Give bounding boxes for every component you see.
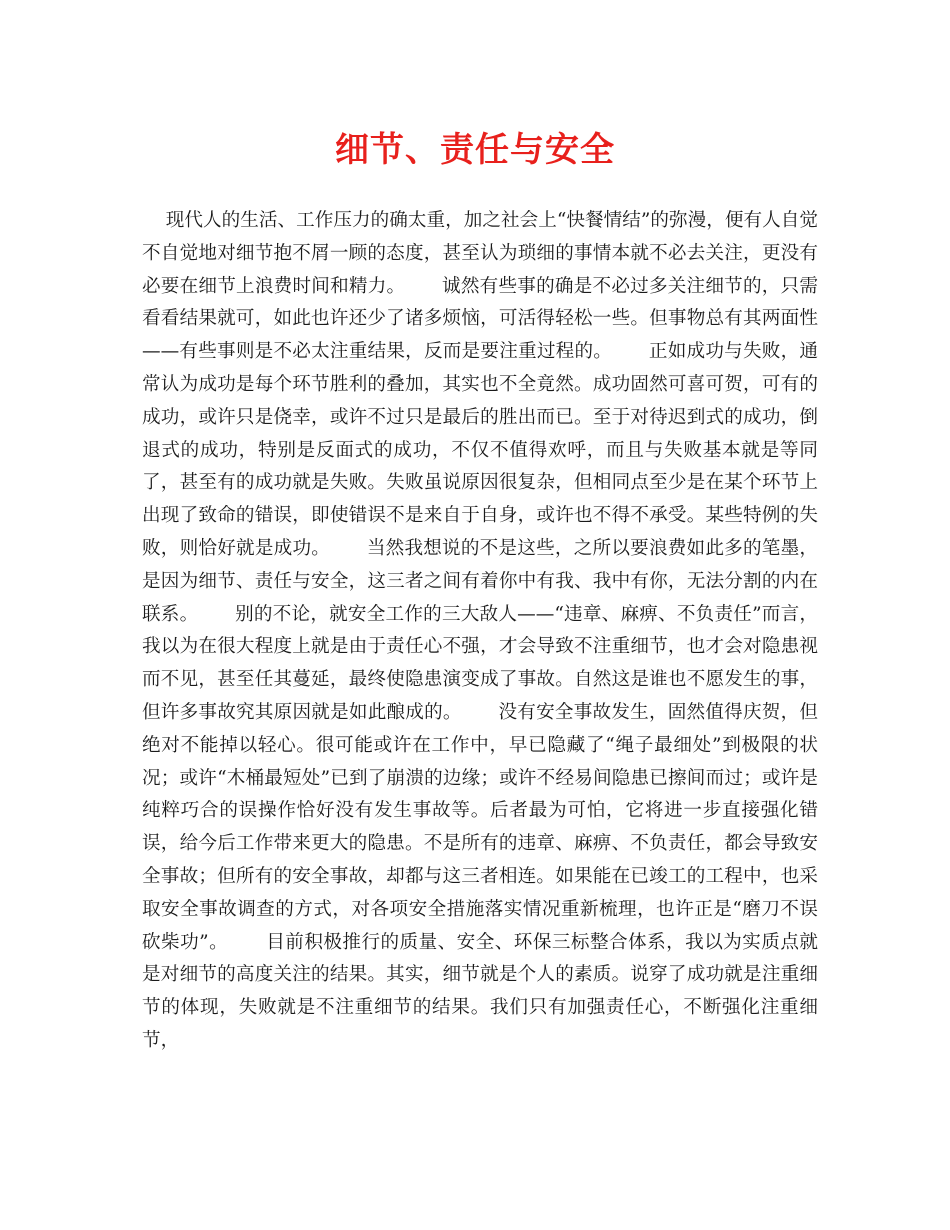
document-body: 现代人的生活、工作压力的确太重，加之社会上“快餐情结”的弥漫，便有人自觉不自觉地对细节抱不屑一顾的态度，甚至认为琐细的事情本就不必去关注，更没有必要在细节上浪费时间和精力。 诚然有些事的确是不必过多关注细节的，只需看看结果就可，如此也许还少了诸多烦恼，可活得轻松一些。但事物总有其两面性——有些事则是不必太注重结果，反而是要注重过程的。 正如成功与失败，通常认为成功是每个环节胜利的叠加，其实也不全竟然。成功固然可喜可贺，可有的成功，或许只是侥幸，或许不过只是最后的胜出而已。至于对待迟到式的成功，倒退式的成功，特别是反面式的成功，不仅不值得欢呼，而且与失败基本就是等同了，甚至有的成功就是失败。失败虽说原因很复杂，但相同点至少是在某个环节上出现了致命的错误，即使错误不是来自于自身，或许也不得不承受。某些特例的失败，则恰好就是成功。 当然我想说的不是这些，之所以要浪费如此多的笔墨，是因为细节、责任与安全，这三者之间有着你中有我、我中有你，无法分割的内在联系。 别的不论，就安全工作的三大敌人——“违章、麻痹、不负责任”而言，我以为在很大程度上就是由于责任心不强，才会导致不注重细节，也才会对隐患视而不见，甚至任其蔓延，最终使隐患演变成了事故。自然这是谁也不愿发生的事，但许多事故究其原因就是如此酿成的。 没有安全事故发生，固然值得庆贺，但绝对不能掉以轻心。很可能或许在工作中，早已隐藏了“绳子最细处”到极限的状况；或许“木桶最短处”已到了崩溃的边缘；或许不经易间隐患已擦间而过；或许是纯粹巧合的误操作恰好没有发生事故等。后者最为可怕，它将进一步直接强化错误，给今后工作带来更大的隐患。不是所有的违章、麻痹、不负责任，都会导致安全事故；但所有的安全事故，却都与这三者相连。如果能在已竣工的工程中，也采取安全事故调查的方式，对各项安全措施落实情况重新梳理，也许正是“磨刀不误砍柴功”。 目前积极推行的质量、安全、环保三标整合体系，我以为实质点就是对细节的高度关注的结果。其实，细节就是个人的素质。说穿了成功就是注重细节的体现，失败就是不注重细节的结果。我们只有加强责任心，不断强化注重细节， bbox=[142, 210, 818, 1051]
document-title: 细节、责任与安全 bbox=[335, 130, 615, 170]
